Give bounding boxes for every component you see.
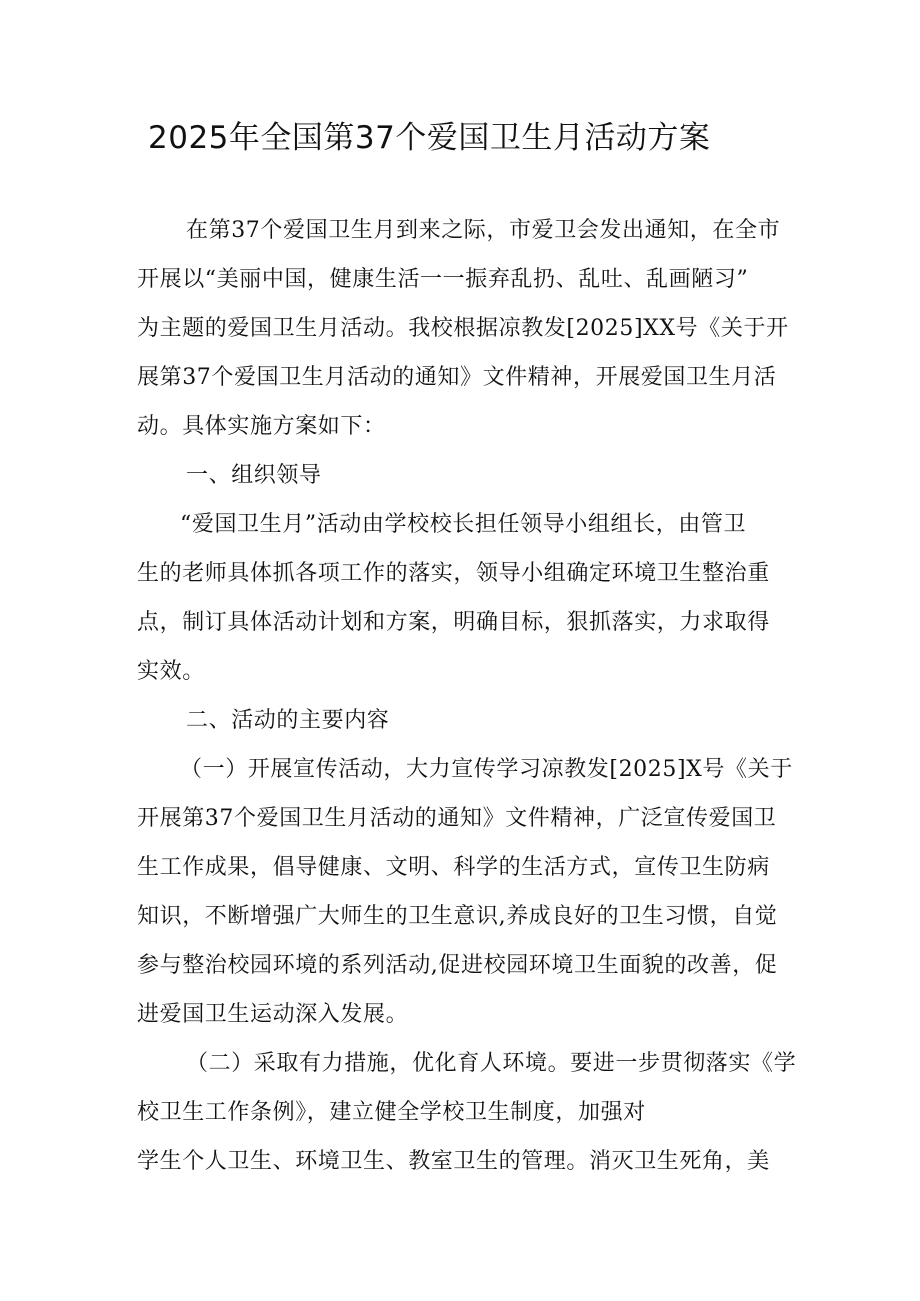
paragraph-line: 动。具体实施方案如下： bbox=[137, 414, 386, 439]
paragraph-line: 点，制订具体活动计划和方案，明确目标，狠抓落实，力求取得 bbox=[137, 610, 770, 635]
section-heading: 一、组织领导 bbox=[186, 463, 322, 488]
paragraph-line: 实效。 bbox=[137, 659, 205, 684]
paragraph-line: 知识，不断增强广大师生的卫生意识,养成良好的卫生习惯，自觉 bbox=[137, 904, 778, 929]
paragraph-line: 生工作成果，倡导健康、文明、科学的生活方式，宣传卫生防病 bbox=[137, 855, 770, 880]
paragraph-line: 进爱国卫生运动深入发展。 bbox=[137, 1002, 409, 1027]
paragraph-line: 开展以“美丽中国，健康生活一一振弃乱扔、乱吐、乱画陋习” bbox=[137, 267, 749, 292]
paragraph-line: 开展第37个爱国卫生月活动的通知》文件精神，广泛宣传爱国卫 bbox=[137, 806, 777, 831]
paragraph-line: “爱国卫生月”活动由学校校长担任领导小组组长，由管卫 bbox=[180, 512, 747, 537]
section-heading: 二、活动的主要内容 bbox=[186, 708, 390, 733]
paragraph-line: （二）采取有力措施，优化育人环境。要进一步贯彻落实《学 bbox=[186, 1051, 797, 1076]
paragraph-line: 展第37个爱国卫生月活动的通知》文件精神，开展爱国卫生月活 bbox=[137, 365, 777, 390]
paragraph-line: （一）开展宣传活动，大力宣传学习凉教发[2025]X号《关于 bbox=[180, 757, 793, 782]
paragraph-line: 参与整治校园环境的系列活动,促进校园环境卫生面貌的改善，促 bbox=[137, 953, 778, 978]
paragraph-line: 校卫生工作条例》，建立健全学校卫生制度，加强对 bbox=[137, 1100, 646, 1125]
paragraph-line: 在第37个爱国卫生月到来之际，市爱卫会发出通知，在全市 bbox=[186, 218, 781, 243]
paragraph-line: 为主题的爱国卫生月活动。我校根据凉教发[2025]XX号《关于开 bbox=[137, 316, 789, 341]
paragraph-line: 生的老师具体抓各项工作的落实，领导小组确定环境卫生整治重 bbox=[137, 561, 770, 586]
document-title: 2025年全国第37个爱国卫生月活动方案 bbox=[148, 120, 711, 156]
paragraph-line: 学生个人卫生、环境卫生、教室卫生的管理。消灭卫生死角，美 bbox=[137, 1149, 770, 1174]
